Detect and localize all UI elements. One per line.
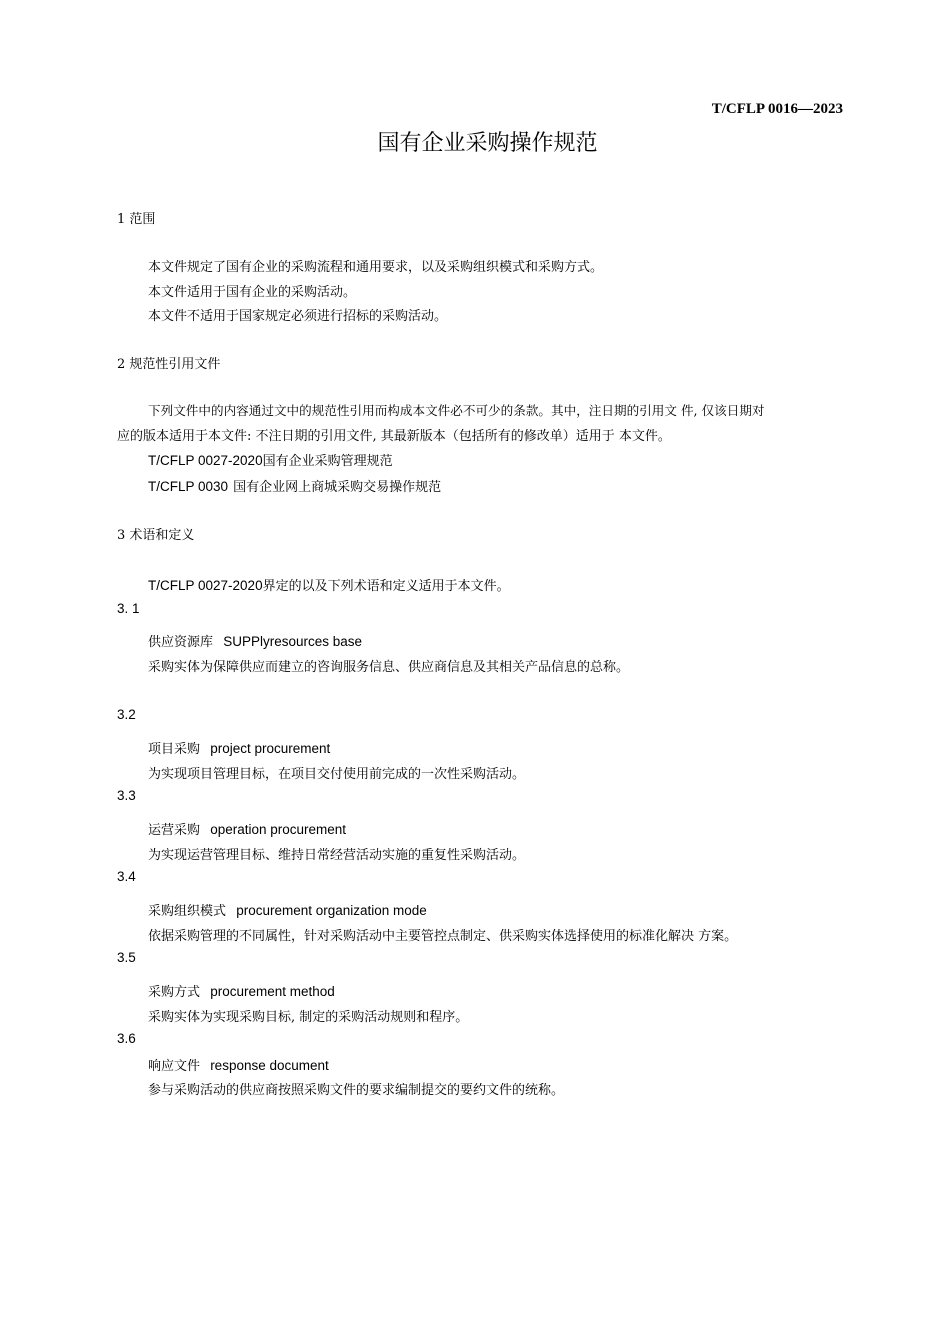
term-number: 3.4 [117, 869, 136, 884]
term-title [148, 1055, 329, 1074]
term-en: project procurement [210, 741, 331, 756]
reference-name: 国有企业采购管理规范 [262, 454, 393, 469]
term-definition: 为实现运营管理目标、维持日常经营活动实施的重复性采购活动。 [148, 848, 526, 863]
term-en: operation procurement [210, 822, 347, 837]
standard-number: T/CFLP 0016—2023 [711, 101, 843, 117]
references-intro-line: 应的版本适用于本文件: 不注日期的引用文件, 其最新版本（包括所有的修改单）适用于 本文件。 [117, 429, 671, 444]
references-intro-line: 下列文件中的内容通过文中的规范性引用而构成本文件必不可少的条款。其中，注日期的引用文 件, 仅该日期对 [148, 403, 765, 418]
term-zh: 采购组织模式 [148, 904, 227, 919]
term-zh: 采购方式 [148, 985, 201, 1000]
terms-intro-text: 界定的以及下列术语和定义适用于本文件。 [262, 579, 510, 594]
reference-name: 国有企业网上商城采购交易操作规范 [233, 480, 442, 495]
term-definition: 依据采购管理的不同属性，针对采购活动中主要管控点制定、供采购实体选择使用的标准化解决 方案。 [148, 929, 738, 944]
scope-paragraph: 本文件适用于国有企业的采购活动。 [148, 285, 357, 300]
document-title: 国有企业采购操作规范 [377, 131, 598, 156]
term-number: 3.2 [117, 707, 136, 722]
term-en: procurement organization mode [236, 903, 427, 918]
term-number: 3.3 [117, 788, 136, 803]
scope-paragraph: 本文件规定了国有企业的采购流程和通用要求，以及采购组织模式和采购方式。 [148, 260, 604, 275]
terms-intro-code: T/CFLP 0027-2020 [148, 578, 263, 593]
reference-code: T/CFLP 0027-2020 [148, 453, 263, 468]
section-heading-scope: 1 范围 [117, 212, 156, 227]
term-zh: 项目采购 [148, 742, 201, 757]
terms-intro [148, 575, 510, 594]
term-en: response document [210, 1058, 329, 1073]
section-heading-terms: 3 术语和定义 [117, 528, 195, 543]
term-en: procurement method [210, 984, 335, 999]
term-number: 3.5 [117, 950, 136, 965]
reference-code: T/CFLP 0030 [148, 479, 229, 494]
reference-item [148, 450, 393, 469]
term-title [148, 900, 427, 919]
term-number: 3.6 [117, 1031, 136, 1046]
term-title [148, 631, 362, 650]
term-title [148, 738, 330, 757]
term-title [148, 981, 335, 1000]
reference-item [148, 476, 441, 495]
scope-paragraph: 本文件不适用于国家规定必须进行招标的采购活动。 [148, 309, 448, 324]
term-definition: 采购实体为实现采购目标, 制定的采购活动规则和程序。 [148, 1010, 469, 1025]
term-number: 3. 1 [117, 601, 140, 616]
term-en: SUPPlyresources base [223, 634, 362, 649]
term-definition: 采购实体为保障供应而建立的咨询服务信息、供应商信息及其相关产品信息的总称。 [148, 660, 630, 675]
term-zh: 响应文件 [148, 1059, 201, 1074]
term-zh: 供应资源库 [148, 635, 214, 650]
term-zh: 运营采购 [148, 823, 201, 838]
term-title [148, 819, 346, 838]
term-definition: 为实现项目管理目标，在项目交付使用前完成的一次性采购活动。 [148, 767, 526, 782]
section-heading-normative-references: 2 规范性引用文件 [117, 357, 221, 372]
term-definition: 参与采购活动的供应商按照采购文件的要求编制提交的要约文件的统称。 [148, 1083, 565, 1098]
